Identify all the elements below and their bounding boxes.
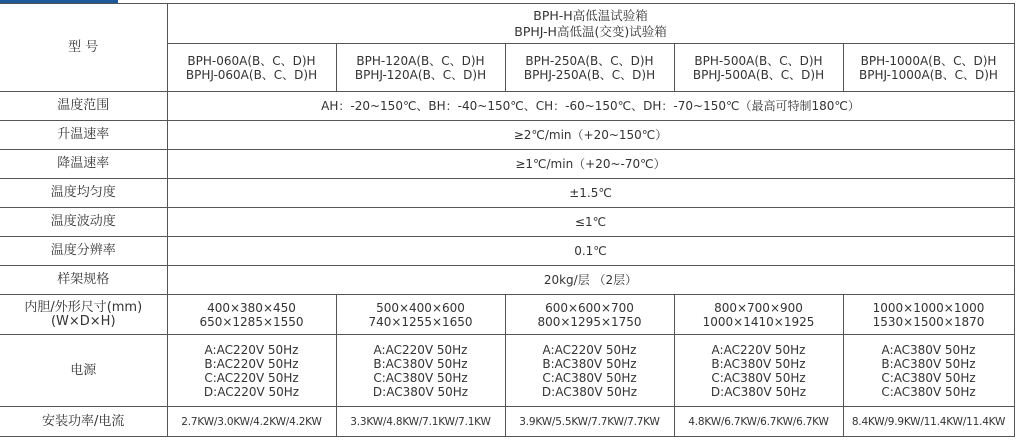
dimensions-label [0,295,167,335]
model-cell [843,44,1014,92]
series-title [167,4,1014,44]
outer-size: 740×1255×1650 [368,314,473,329]
model-name-bphj: BPHJ-500A(B、C、D)H [692,67,825,82]
table-row [0,407,1014,437]
table-row [0,295,1014,335]
power-cell [505,335,674,407]
power-line: B:AC380V 50Hz [373,356,468,371]
power-line: D:AC220V 50Hz [203,384,300,399]
table-row [0,237,1014,266]
table-row [0,92,1014,121]
outer-size: 800×1295×1750 [537,314,642,329]
header-row [0,4,1014,44]
power-line: C:AC380V 50Hz [373,370,468,385]
uniformity-label: 温度均匀度 [0,179,167,208]
cool-rate-value: ≥1℃/min（+20~-70℃） [167,150,1014,179]
resolution-value: 0.1℃ [167,237,1014,266]
model-name-bph: BPH-120A(B、C、D)H [356,53,485,68]
model-name-bph: BPH-1000A(B、C、D)H [860,53,997,68]
power-cell [843,335,1014,407]
power-line: C:AC380V 50Hz [881,384,976,399]
series-title-line-2: BPHJ-H高低温(交变)试验箱 [514,23,667,39]
power-line: D:AC380V 50Hz [372,384,469,399]
model-cell [336,44,505,92]
power-line: A:AC220V 50Hz [204,342,299,357]
model-label: 型 号 [0,4,167,92]
install-power-value: 3.9KW/5.5KW/7.7KW/7.7KW [505,407,674,437]
model-cell [674,44,843,92]
temp-range-label: 温度范围 [0,92,167,121]
power-line: A:AC220V 50Hz [542,342,637,357]
dimension-cell [336,295,505,335]
uniformity-value: ±1.5℃ [167,179,1014,208]
dimensions-label-line-2: (W×D×H) [50,313,116,329]
model-cell [167,44,336,92]
outer-size: 650×1285×1550 [199,314,304,329]
heat-rate-label: 升温速率 [0,121,167,150]
power-line: D:AC380V 50Hz [710,384,807,399]
power-line: B:AC380V 50Hz [881,356,976,371]
install-power-value: 4.8KW/6.7KW/6.7KW/6.7KW [674,407,843,437]
model-name-bph: BPH-060A(B、C、D)H [187,53,316,68]
series-title-line-1: BPH-H高低温试验箱 [533,7,648,23]
resolution-label: 温度分辨率 [0,237,167,266]
model-name-bph: BPH-500A(B、C、D)H [694,53,823,68]
dimension-cell [674,295,843,335]
power-line: B:AC220V 50Hz [204,356,299,371]
model-name-bphj: BPHJ-250A(B、C、D)H [523,67,656,82]
model-cell [505,44,674,92]
inner-size: 400×380×450 [207,300,296,315]
dimension-cell [505,295,674,335]
power-line: C:AC380V 50Hz [542,370,637,385]
fluctuation-label: 温度波动度 [0,208,167,237]
shelf-label: 样架规格 [0,266,167,295]
power-cell [336,335,505,407]
shelf-value: 20kg/层 （2层） [167,266,1014,295]
model-name-bph: BPH-250A(B、C、D)H [525,53,654,68]
fluctuation-value: ≤1℃ [167,208,1014,237]
power-line: B:AC380V 50Hz [711,356,806,371]
table-row [0,179,1014,208]
heat-rate-value: ≥2℃/min（+20~150℃） [167,121,1014,150]
inner-size: 500×400×600 [376,300,465,315]
power-line: B:AC380V 50Hz [542,356,637,371]
power-line: C:AC220V 50Hz [204,370,299,385]
install-power-label: 安装功率/电流 [0,407,167,437]
inner-size: 1000×1000×1000 [872,300,985,315]
table-row [0,335,1014,407]
outer-size: 1530×1500×1870 [872,314,985,329]
table-row [0,150,1014,179]
model-name-bphj: BPHJ-060A(B、C、D)H [185,67,318,82]
dimension-cell [167,295,336,335]
outer-size: 1000×1410×1925 [702,314,815,329]
power-cell [674,335,843,407]
spec-table [0,3,1015,437]
install-power-value: 8.4KW/9.9KW/11.4KW/11.4KW [843,407,1014,437]
table-row [0,208,1014,237]
table-row [0,266,1014,295]
table-row [0,121,1014,150]
power-cell [167,335,336,407]
dimensions-label-line-1: 内胆/外形尺寸(mm) [24,299,143,315]
power-line: A:AC220V 50Hz [373,342,468,357]
install-power-value: 2.7KW/3.0KW/4.2KW/4.2KW [167,407,336,437]
power-line: C:AC380V 50Hz [711,370,806,385]
power-line: A:AC380V 50Hz [881,342,976,357]
temp-range-value: AH：-20~150℃、BH：-40~150℃、CH：-60~150℃、DH：-70~150℃（最高可特制180℃） [167,92,1014,121]
dimension-cell [843,295,1014,335]
install-power-value: 3.3KW/4.8KW/7.1KW/7.1KW [336,407,505,437]
power-line: A:AC220V 50Hz [711,342,806,357]
inner-size: 600×600×700 [545,300,634,315]
model-name-bphj: BPHJ-120A(B、C、D)H [354,67,487,82]
power-label: 电源 [0,335,167,407]
inner-size: 800×700×900 [714,300,803,315]
cool-rate-label: 降温速率 [0,150,167,179]
model-name-bphj: BPHJ-1000A(B、C、D)H [859,67,998,82]
power-line: C:AC380V 50Hz [881,370,976,385]
power-line: D:AC380V 50Hz [541,384,638,399]
